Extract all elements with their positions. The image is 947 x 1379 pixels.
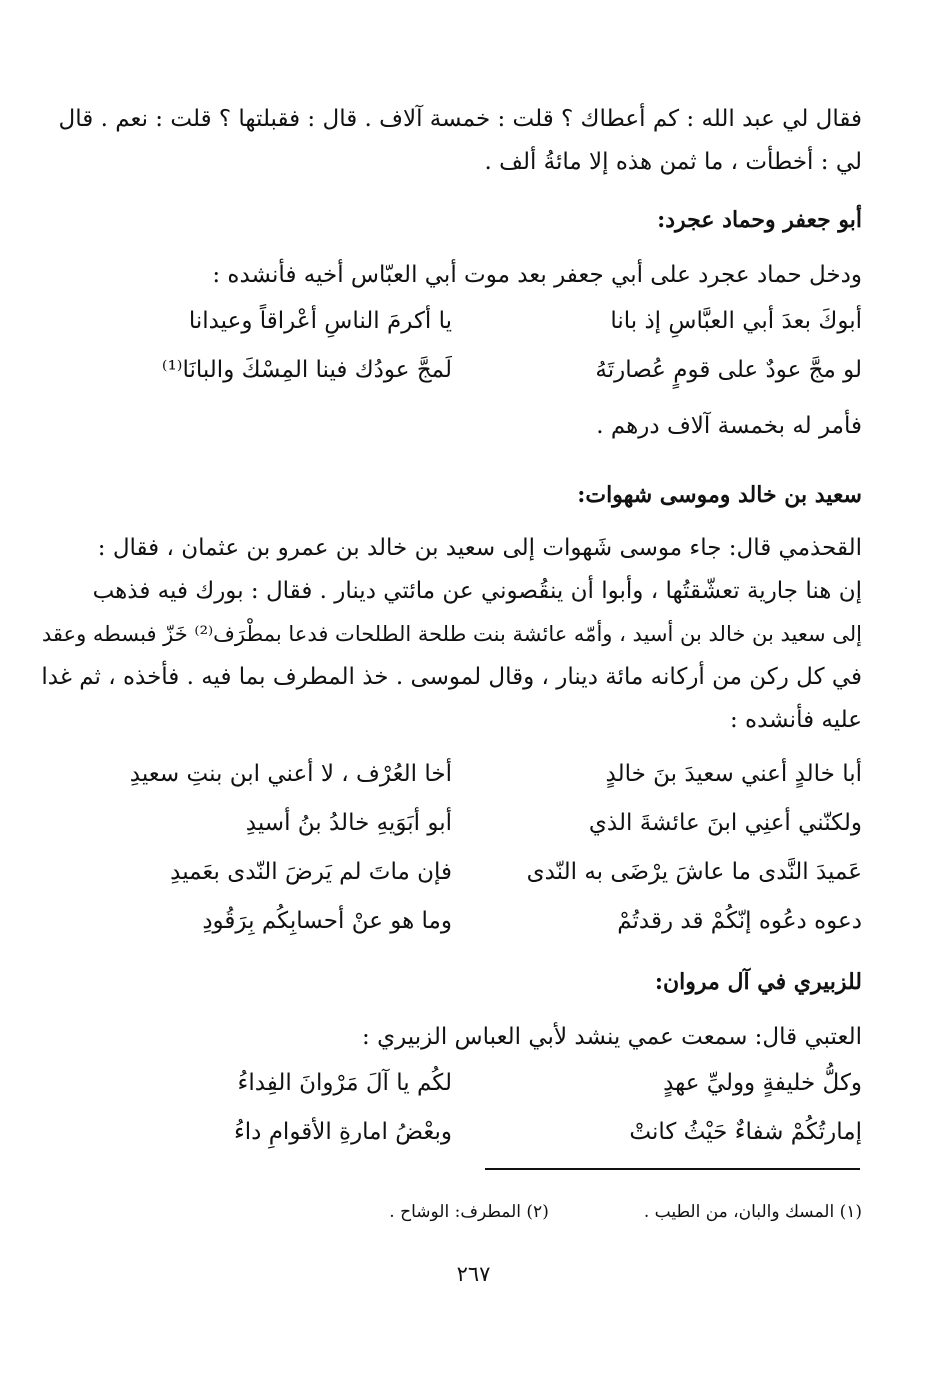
poem: [82, 750, 862, 946]
text-line: إن هنا جارية تعشّقتُها ، وأبوا أن ينقُصوني عن مائتي دينار . فقال : بورك فيه فذهب: [92, 578, 862, 604]
verse-hemistich: إمارتُكُمْ شفاءٌ حَيْثُ كانتْ: [629, 1119, 862, 1145]
verse-hemistich: أبو أبَوَيهِ خالدُ بنُ أسيدِ: [245, 810, 452, 836]
verse-hemistich: وكلُّ خليفةٍ ووليِّ عهدٍ: [663, 1070, 862, 1096]
text-line: فأمر له بخمسة آلاف درهم .: [596, 413, 862, 439]
text-line: إلى سعيد بن خالد بن أسيد ، وأمّه عائشة بنت طلحة الطلحات فدعا بمطْرَف⁽²⁾ خَزّ فبسطه وعقد: [41, 622, 862, 646]
verse-line: [82, 750, 862, 799]
section-2: [41, 475, 862, 946]
text-line: في كل ركن من أركانه مائة دينار ، وقال لموسى . خذ المطرف بما فيه . فأخذه ، ثم غدا: [41, 664, 862, 690]
verse-hemistich: عَميدَ النَّدى ما عاشَ يرْضَى به النّدى: [526, 859, 862, 885]
intro-paragraph: [58, 98, 862, 184]
verse-hemistich: فإن ماتَ لم يَرضَ النّدى بعَميدِ: [170, 859, 452, 885]
verse-hemistich: ولكنّني أعنِي ابنَ عائشةَ الذي: [588, 810, 862, 836]
text-line: القحذمي قال: جاء موسى شَهوات إلى سعيد بن خالد بن عمرو بن عثمان ، فقال :: [97, 535, 862, 561]
section-1: [82, 200, 862, 448]
footnote-2: (٢) المطرف: الوشاح .: [389, 1202, 549, 1222]
section-heading: أبو جعفر وحماد عجرد:: [657, 207, 862, 233]
text-line: العتبي قال: سمعت عمي ينشد لأبي العباس الزبيري :: [362, 1024, 862, 1050]
verse-hemistich: يا أكرمَ الناسِ أعْراقاً وعيدانا: [188, 308, 452, 334]
verse-line: [82, 848, 862, 897]
verse-hemistich: أخا العُرْف ، لا أعني ابن بنتِ سعيدِ: [129, 761, 452, 787]
text-line: ودخل حماد عجرد على أبي جعفر بعد موت أبي العبّاس أخيه فأنشده :: [212, 262, 862, 288]
section-heading: سعيد بن خالد وموسى شهوات:: [577, 482, 862, 508]
verse-line: [82, 297, 862, 346]
verse-line: [82, 799, 862, 848]
verse-hemistich: لَمجَّ عودُك فينا المِسْكَ والبانَا⁽¹⁾: [161, 357, 452, 383]
paragraph: [41, 527, 862, 742]
footnotes: [82, 1202, 862, 1222]
footnote-1: (١) المسك والبان، من الطيب .: [643, 1202, 862, 1222]
verse-hemistich: وما هو عنْ أحسابِكُم بِرَقُودِ: [202, 908, 452, 934]
verse-line: [82, 897, 862, 946]
verse-line: [82, 1059, 862, 1108]
verse-hemistich: أبا خالدٍ أعني سعيدَ بنَ خالدٍ: [605, 761, 862, 787]
verse-hemistich: دعوه دعُوه إنّكُمْ قد رقدتُمْ: [617, 908, 862, 934]
verse-hemistich: أبوكَ بعدَ أبي العبَّاسِ إذ بانا: [610, 308, 862, 334]
verse-hemistich: لو مجَّ عودٌ على قومٍ عُصارتَهُ: [595, 357, 862, 383]
text-line: لي : أخطأت ، ما ثمن هذه إلا مائةُ ألف .: [484, 149, 862, 175]
verse-line: [82, 346, 862, 395]
page-number: ٢٦٧: [456, 1262, 491, 1286]
verse-line: [82, 1108, 862, 1157]
text-line: فقال لي عبد الله : كم أعطاك ؟ قلت : خمسة آلاف . قال : فقبلتها ؟ قلت : نعم . قال: [58, 106, 862, 132]
section-heading: للزبيري في آل مروان:: [654, 969, 862, 995]
text-line: عليه فأنشده :: [729, 707, 862, 733]
footnote-divider: [485, 1168, 860, 1170]
verse-hemistich: لكُم يا آلَ مَرْوانَ الفِداءُ: [237, 1070, 452, 1096]
section-3: [82, 962, 862, 1157]
verse-hemistich: وبعْضُ امارةِ الأقوامِ داءُ: [233, 1119, 452, 1145]
